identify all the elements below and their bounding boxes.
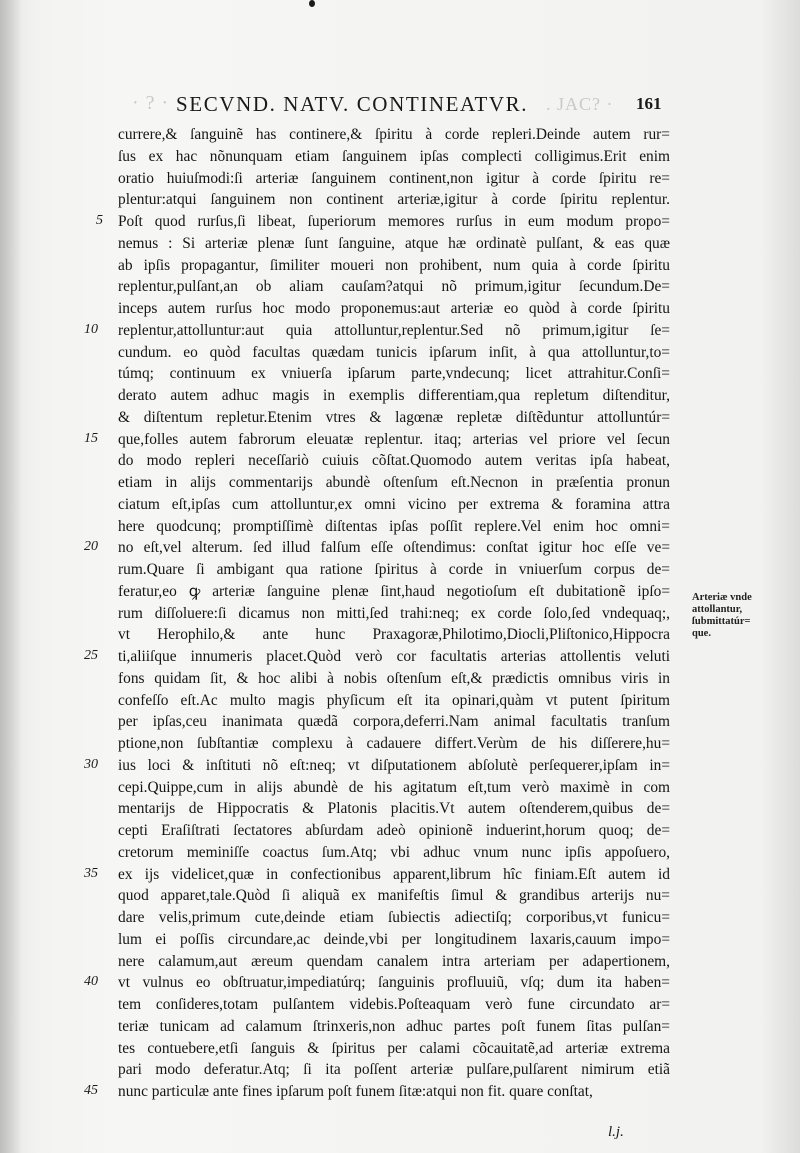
- ink-dot: [309, 0, 315, 7]
- text-line: nere calamum,aut æreum quendam canalem intra arteriam per adapertionem,: [118, 952, 670, 970]
- text-line: quod apparet,tale.Quòd ſi aliquã ex manifeſtis ſimul & grandibus arterijs nu=: [118, 887, 670, 905]
- text-line: etiam in alijs commentarijs abundè oſtenſum eſt.Necnon in præſentia pronun: [118, 474, 670, 491]
- text-line: inceps autem rurſus hoc modo proponemus:aut arteriæ eo quòd à corde ſpiritu: [118, 300, 670, 317]
- text-line: oratio huiuſmodi:ſi arteriæ ſanguinem continent,non igitur à corde ſpiritu re=: [118, 169, 670, 187]
- text-line: ab ipſis propagantur, ſimiliter moueri non prohibent, num quia à corde ſpiritu: [118, 256, 670, 274]
- text-line: rum diſſoluere:ſi dicamus non mitti,ſed trahi:neq; ex corde ſolo,ſed vndequaq;,: [118, 604, 670, 622]
- text-line: lum ei poſſis circundare,ac deinde,vbi per longitudinem laxaris,cauum impo=: [118, 930, 670, 948]
- text-line: ciatum eſt,ipſas cum attolluntur,ex omni vicino per extrema & foramina attra: [118, 495, 670, 513]
- text-line: feratur,eo ꝙ arteriæ ſanguine plenæ ſint,haud negotioſum eſt dubitationẽ ipſo=: [118, 582, 670, 600]
- text-line: tem conſideres,totam pulſantem videbis.Poſteaquam verò fune circundato ar=: [118, 996, 670, 1013]
- line-number: 10: [84, 321, 98, 337]
- text-line: derato autem adhuc magis in exemplis differentiam,qua repletum diſtenditur,: [118, 387, 670, 404]
- marginal-note-line: ſubmittatúr=: [692, 616, 751, 627]
- text-line: tes contuebere,etſi ſanguis & ſpiritus per calami cõcauitatẽ,ad arteriæ extrema: [118, 1039, 670, 1057]
- page-number: 161: [636, 94, 662, 113]
- text-line: replentur,pulſant,an ob aliam cauſam?atqui nõ primum,igitur ſecundum.De=: [118, 278, 670, 296]
- marginal-note-line: que.: [692, 628, 711, 639]
- text-line: rum.Quare ſi ambigant qua ratione ſpiritus à corde in vniuerſum corpus de=: [118, 561, 670, 578]
- text-line: ius loci & inſtituti nõ eſt:neq; vt diſputationem abſolutè perſequerer,ipſam in=: [118, 756, 670, 774]
- text-line: confeſſo eſt.Ac multo magis phyſicum eſt ita opinari,quàm vt putent ſpiritum: [118, 691, 670, 709]
- text-line: cepi.Quippe,cum in alijs abundè de his agitatum eſt,tum verò maximè in com: [118, 778, 670, 796]
- marginal-note-line: Arteriæ vnde: [692, 592, 752, 603]
- text-line: cundum. eo quòd facultas quædam tunicis ipſarum inſit, à qua attolluntur,to=: [118, 343, 670, 361]
- marginal-note: [692, 592, 772, 640]
- text-line: nemus : Si arteriæ plenæ ſunt ſanguine, atque hæ ordinatè pulſant, & eas quæ: [118, 234, 670, 252]
- text-line: no eſt,vel alterum. ſed illud falſum eſſe oſtendimus: conſtat igitur hoc eſſe ve=: [118, 539, 670, 557]
- text-line: túmq; continuum ex vniuerſa ipſarum parte,vndecunq; licet attrahitur.Conſi=: [118, 365, 670, 383]
- line-number: 5: [96, 213, 103, 228]
- signature-mark: l.j.: [608, 1124, 624, 1140]
- text-line: ptione,non ſubſtantiæ complexu à cadauere differt.Verùm de his diſſerere,hu=: [118, 735, 670, 752]
- text-line: vt Herophilo,& ante hunc Praxagoræ,Philotimo,Diocli,Pliſtonico,Hippocra: [118, 626, 670, 644]
- body-text: [118, 124, 670, 1103]
- text-line: fons quidam ſit, & hoc alibi à nobis oſtenſum eſt,& prædictis omnibus viris in: [118, 669, 670, 687]
- line-number: 45: [84, 1083, 98, 1098]
- line-number: 20: [84, 539, 98, 555]
- text-line: nunc particulæ ante fines ipſarum poſt funem ſitæ:atqui non fit. quare conſtat,: [118, 1083, 593, 1100]
- header-bleedthrough-left: · ? ·: [132, 92, 170, 114]
- text-line: vt vulnus eo obſtruatur,impediatúrq; ſanguinis profluuiũ, vſq; dum ita haben=: [118, 974, 670, 992]
- line-number: 25: [84, 648, 98, 663]
- text-line: que,folles autem fabrorum eleuatæ replentur. itaq; arterias vel priore vel ſecun: [118, 430, 670, 448]
- text-line: dare velis,primum cute,deinde etiam ſubiectis adiectiſq; corporibus,vt funicu=: [118, 909, 670, 926]
- text-line: & diſtentum repletur.Etenim vtres & lagœnæ repletæ diſtẽduntur attolluntúr=: [118, 408, 670, 426]
- line-number: 40: [84, 974, 98, 990]
- text-line: here quodcunq; promptiſſimè diſtentas ipſas poſſit replere.Vel enim hoc omni=: [118, 517, 670, 535]
- text-line: pari modo deferatur.Atq; ſi ita poſſent arteriæ pulſare,pulſarent nimirum etiã: [118, 1061, 670, 1079]
- text-line: mentarijs de Hippocratis & Platonis placitis.Vt autem oſtenderem,quibus de=: [118, 800, 670, 818]
- header-bleedthrough-right: . JAC? ·: [546, 94, 614, 114]
- text-line: currere,& ſanguinẽ has continere,& ſpiritu à corde repleri.Deinde autem rur=: [118, 126, 670, 143]
- text-line: plentur:atqui ſanguinem non continent arteriæ,igitur à corde ſpiritu replentur.: [118, 191, 670, 209]
- binding-shadow: [0, 0, 22, 1153]
- text-line: teriæ tunicam ad calamum ſtrinxeris,non adhuc partes poſt funem ſitas pulſan=: [118, 1017, 670, 1035]
- marginal-note-line: attollantur,: [692, 604, 743, 615]
- text-line: ti,aliiſque innumeris placet.Quòd verò cor facultatis arterias attollentis veluti: [118, 648, 670, 665]
- text-line: cretorum meminiſſe coactus ſum.Atq; vbi adhuc vnum nunc ipſis appoſuero,: [118, 843, 670, 861]
- text-line: per ipſas,ceu inanimata quædã corpora,deferri.Nam animal facultatis tranſum: [118, 713, 670, 731]
- line-number: 30: [84, 756, 98, 772]
- line-number: 15: [84, 430, 98, 446]
- line-number: 35: [84, 865, 98, 881]
- text-line: Poſt quod rurſus,ſi libeat, ſuperiorum memores rurſus in eum modum propo=: [118, 213, 670, 230]
- running-header: [132, 92, 672, 120]
- text-line: cepti Eraſiſtrati ſectatores abſurdam adeò opinionẽ induerint,horum quoq; de=: [118, 822, 670, 839]
- text-line: do modo repleri neceſſariò cuiuis cõſtat.Quomodo autem veritas ipſa habeat,: [118, 452, 670, 470]
- text-line: replentur,attolluntur:aut quia attolluntur,replentur.Sed nõ primum,igitur ſe=: [118, 321, 670, 339]
- text-line: ſus ex hac nõnunquam etiam ſanguinem ipſas complecti colligimus.Erit enim: [118, 147, 670, 165]
- running-title: SECVND. NATV. CONTINEATVR.: [176, 92, 529, 116]
- text-line: ex ijs videlicet,quæ in confectionibus apparent,librum hîc finiam.Eſt autem id: [118, 865, 670, 883]
